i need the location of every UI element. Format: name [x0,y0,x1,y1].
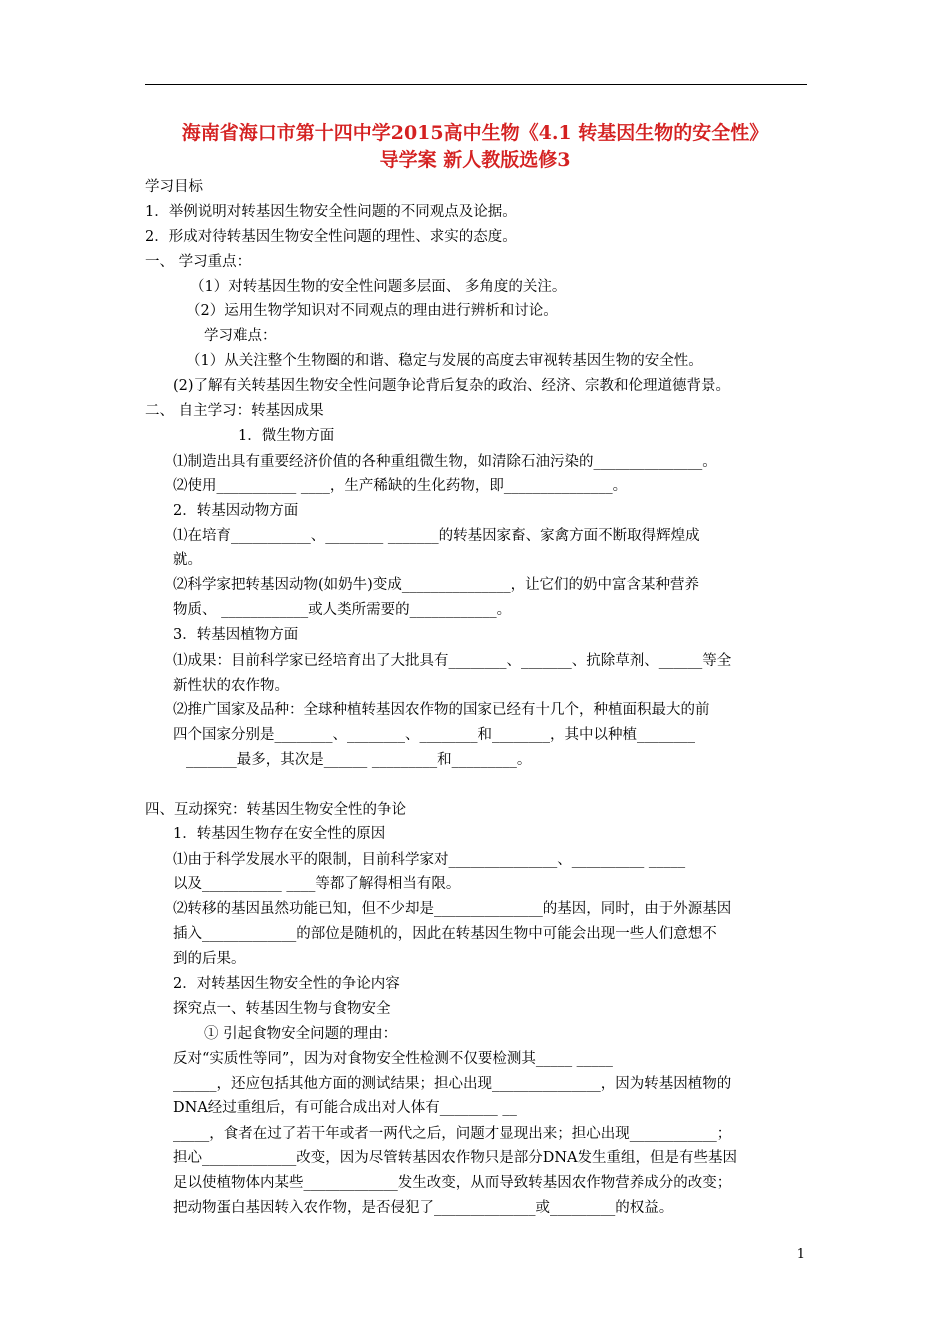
text-line: 四个国家分别是________、________、________和________，其中以种植________ [173,727,695,743]
page-number: 1 [796,1247,805,1262]
text-line: 学习目标 [145,179,203,195]
text-line: 四、互动探究：转基因生物安全性的争论 [145,802,406,818]
page-title-line-1: 海南省海口市第十四中学2015高中生物《4.1 转基因生物的安全性》 [181,122,769,144]
text-line: _____，食者在过了若干年或者一两代之后，问题才显现出来；担心出现____________； [173,1126,732,1142]
text-line: ⑵推广国家及品种：全球种植转基因农作物的国家已经有十几个，种植面积最大的前 [173,702,710,718]
text-line: 2．对转基因生物安全性的争论内容 [173,976,400,992]
text-line: ① 引起食物安全问题的理由： [204,1026,398,1042]
text-line: （1）对转基因生物的安全性问题多层面、 多角度的关注。 [190,279,567,295]
text-line: 3．转基因植物方面 [173,627,299,643]
text-line: 把动物蛋白基因转入农作物，是否侵犯了______________或_________的权益。 [173,1200,674,1216]
text-line: 二、 自主学习：转基因成果 [145,403,324,419]
text-line: ______，还应包括其他方面的测试结果；担心出现_______________，因为转基因植物的 [173,1076,732,1092]
text-line: 新性状的农作物。 [173,678,289,694]
text-line: 到的后果。 [173,951,246,967]
text-line: 就。 [173,552,202,568]
text-line: 1．微生物方面 [238,428,335,444]
page-title-line-2: 导学案 新人教版选修3 [379,149,571,171]
text-line: 探究点一、转基因生物与食物安全 [173,1001,391,1017]
text-line: 一、 学习重点： [145,254,252,270]
text-line: 反对“实质性等同”，因为对食物安全性检测不仅要检测其_____ _____ [173,1051,613,1067]
text-line: ⑵科学家把转基因动物(如奶牛)变成_______________，让它们的奶中富含某种营养 [173,577,700,593]
text-line: 学习难点： [204,328,277,344]
text-line: 2．形成对待转基因生物安全性问题的理性、求实的态度。 [145,229,517,245]
text-line: ⑵转移的基因虽然功能已知，但不少却是_______________的基因，同时，由于外源基因 [173,901,732,917]
text-line: ⑴在培育___________、________ _______的转基因家畜、家禽方面不断取得辉煌成 [173,528,700,544]
text-line: ⑴制造出具有重要经济价值的各种重组微生物，如清除石油污染的_______________。 [173,454,717,470]
text-line: 物质、 ____________或人类所需要的____________。 [173,602,512,618]
text-line: 1．转基因生物存在安全性的原因 [173,826,386,842]
header-rule [145,84,807,85]
text-line: 担心_____________改变，因为尽管转基因农作物只是部分DNA发生重组，但是有些基因 [173,1150,738,1166]
text-line: 以及___________ ____等都了解得相当有限。 [173,876,461,892]
text-line: （1）从关注整个生物圈的和谐、稳定与发展的高度去审视转基因生物的安全性。 [186,353,703,369]
text-line: DNA经过重组后，有可能合成出对人体有________ __ [173,1100,517,1116]
text-line: 1．举例说明对转基因生物安全性问题的不同观点及论据。 [145,204,517,220]
text-line: 足以使植物体内某些_____________发生改变，从而导致转基因农作物营养成分的改变； [173,1175,732,1191]
text-line: _______最多，其次是______ _________和_________。 [186,752,532,768]
text-line: 2．转基因动物方面 [173,503,299,519]
text-line: 插入_____________的部位是随机的，因此在转基因生物中可能会出现一些人们意想不 [173,926,717,942]
text-line: （2）运用生物学知识对不同观点的理由进行辨析和讨论。 [186,303,558,319]
text-line: (2)了解有关转基因生物安全性问题争论背后复杂的政治、经济、宗教和伦理道德背景。 [173,378,731,394]
text-line: ⑵使用___________ ____，生产稀缺的生化药物，即_______________。 [173,478,628,494]
text-line: ⑴成果：目前科学家已经培育出了大批具有________、_______、抗除草剂、______等全 [173,653,732,669]
text-line: ⑴由于科学发展水平的限制，目前科学家对_______________、__________ _____ [173,852,686,868]
